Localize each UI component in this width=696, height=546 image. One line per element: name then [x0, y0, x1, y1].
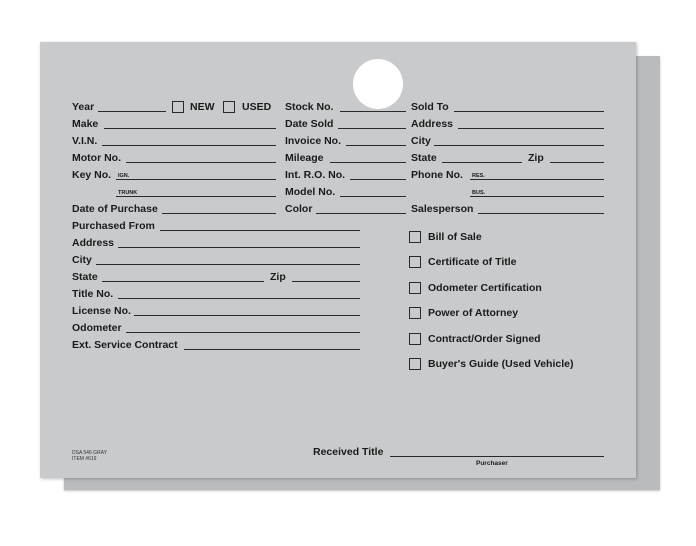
received-title-label: Received Title: [313, 446, 384, 458]
power-of-attorney-label: Power of Attorney: [428, 307, 519, 319]
motor-no-line[interactable]: [126, 162, 276, 163]
make-line[interactable]: [104, 128, 276, 129]
received-title-line[interactable]: [390, 456, 604, 457]
sold-to-line[interactable]: [454, 111, 604, 112]
res-label: RES.: [472, 173, 485, 179]
state-line[interactable]: [102, 281, 264, 282]
form-code-line1: DSA 546 GRAY: [72, 450, 107, 456]
bus-label: BUS.: [472, 190, 486, 196]
date-sold-label: Date Sold: [285, 118, 334, 130]
sold-to-label: Sold To: [411, 101, 449, 113]
int-ro-no-label: Int. R.O. No.: [285, 169, 346, 181]
address-label: Address: [72, 237, 115, 249]
buyer-state-line[interactable]: [442, 162, 522, 163]
address-line[interactable]: [118, 247, 360, 248]
purchased-from-label: Purchased From: [72, 220, 155, 232]
certificate-of-title-label: Certificate of Title: [428, 256, 517, 268]
date-of-purchase-label: Date of Purchase: [72, 203, 158, 215]
year-line[interactable]: [98, 111, 166, 112]
new-label: NEW: [190, 101, 215, 113]
used-label: USED: [242, 101, 272, 113]
thumb-notch: [353, 59, 403, 109]
key-ign-line[interactable]: [116, 179, 276, 180]
odometer-line[interactable]: [126, 332, 360, 333]
salesperson-line[interactable]: [478, 213, 604, 214]
trunk-label: TRUNK: [118, 190, 138, 196]
invoice-no-line[interactable]: [346, 145, 406, 146]
phone-res-line[interactable]: [470, 179, 604, 180]
ext-service-contract-line[interactable]: [184, 349, 360, 350]
title-no-label: Title No.: [72, 288, 114, 300]
buyer-zip-label: Zip: [528, 152, 544, 164]
buyer-address-line[interactable]: [458, 128, 604, 129]
buyer-zip-line[interactable]: [550, 162, 604, 163]
odometer-label: Odometer: [72, 322, 122, 334]
ign-label: IGN.: [118, 173, 130, 179]
stock-no-line[interactable]: [340, 111, 406, 112]
form-code-line2: ITEM #619: [72, 456, 97, 462]
buyer-city-line[interactable]: [434, 145, 604, 146]
make-label: Make: [72, 118, 99, 130]
state-label: State: [72, 271, 98, 283]
buyer-state-label: State: [411, 152, 437, 164]
contract-order-signed-checkbox[interactable]: [409, 333, 421, 345]
odometer-certification-label: Odometer Certification: [428, 282, 542, 294]
zip-label: Zip: [270, 271, 286, 283]
color-label: Color: [285, 203, 313, 215]
city-line[interactable]: [96, 264, 360, 265]
zip-line[interactable]: [292, 281, 360, 282]
new-checkbox[interactable]: [172, 101, 184, 113]
mileage-line[interactable]: [330, 162, 406, 163]
key-trunk-line[interactable]: [116, 196, 276, 197]
buyer-city-label: City: [411, 135, 431, 147]
date-of-purchase-line[interactable]: [162, 213, 276, 214]
purchaser-label: Purchaser: [476, 460, 508, 467]
model-no-line[interactable]: [340, 196, 406, 197]
title-no-line[interactable]: [118, 298, 360, 299]
key-no-label: Key No.: [72, 169, 112, 181]
odometer-certification-checkbox[interactable]: [409, 282, 421, 294]
buyers-guide-label: Buyer's Guide (Used Vehicle): [428, 358, 574, 370]
contract-order-signed-label: Contract/Order Signed: [428, 333, 541, 345]
model-no-label: Model No.: [285, 186, 336, 198]
year-label: Year: [72, 101, 95, 113]
salesperson-label: Salesperson: [411, 203, 474, 215]
invoice-no-label: Invoice No.: [285, 135, 342, 147]
phone-bus-line[interactable]: [470, 196, 604, 197]
bill-of-sale-label: Bill of Sale: [428, 231, 482, 243]
mileage-label: Mileage: [285, 152, 324, 164]
power-of-attorney-checkbox[interactable]: [409, 307, 421, 319]
vin-label: V.I.N.: [72, 135, 98, 147]
motor-no-label: Motor No.: [72, 152, 121, 164]
buyer-address-label: Address: [411, 118, 454, 130]
used-checkbox[interactable]: [223, 101, 235, 113]
bill-of-sale-checkbox[interactable]: [409, 231, 421, 243]
city-label: City: [72, 254, 92, 266]
deal-jacket-form: [40, 42, 636, 478]
purchased-from-line[interactable]: [160, 230, 360, 231]
color-line[interactable]: [316, 213, 406, 214]
license-no-label: License No.: [72, 305, 131, 317]
date-sold-line[interactable]: [338, 128, 406, 129]
ext-service-contract-label: Ext. Service Contract: [72, 339, 178, 351]
buyers-guide-checkbox[interactable]: [409, 358, 421, 370]
phone-no-label: Phone No.: [411, 169, 463, 181]
int-ro-no-line[interactable]: [350, 179, 406, 180]
license-no-line[interactable]: [134, 315, 360, 316]
stock-no-label: Stock No.: [285, 101, 334, 113]
vin-line[interactable]: [102, 145, 276, 146]
certificate-of-title-checkbox[interactable]: [409, 256, 421, 268]
